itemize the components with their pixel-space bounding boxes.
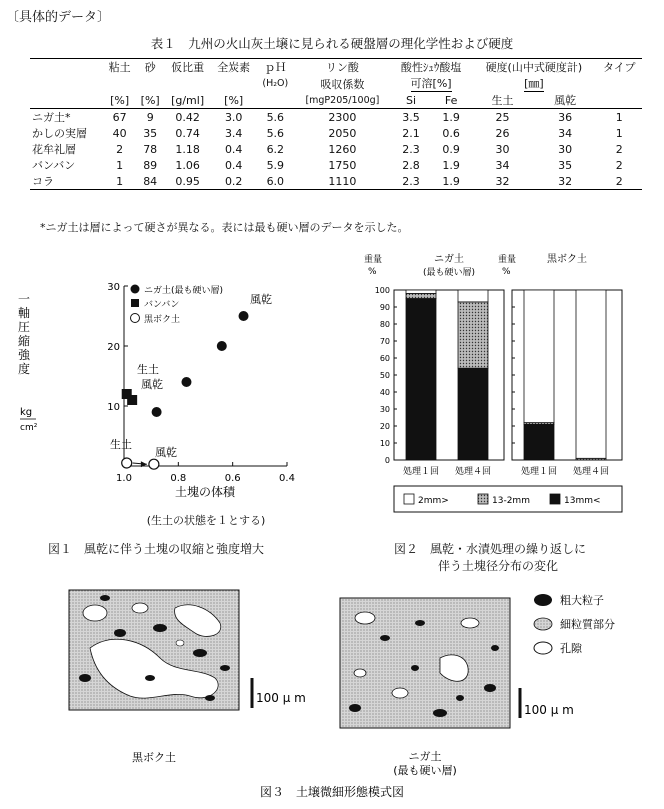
cell: 1260 <box>328 142 357 156</box>
fig1-x-tick-label: 0.4 <box>279 473 295 484</box>
cell: 1.06 <box>175 158 200 172</box>
cell: 1.9 <box>442 110 460 124</box>
fig2-y-tick-label: 60 <box>379 354 390 363</box>
cell: 2 <box>615 142 623 156</box>
fig2-category-label: 処理１回 <box>402 467 440 477</box>
header-oxalate-2: 可溶[%] <box>410 77 452 90</box>
table-row <box>30 125 642 141</box>
cell: 2 <box>116 142 124 156</box>
fig1-y-tick-label: 30 <box>107 282 120 293</box>
fig1-y-tick-label: 10 <box>107 402 120 413</box>
fig1-x-tick-label: 0.8 <box>170 473 187 484</box>
section-label: 〔具体的データ〕 <box>6 10 111 25</box>
cell: 1 <box>116 174 124 188</box>
cell: 2.8 <box>402 158 420 172</box>
fig2-y-tick-label: 90 <box>379 303 390 312</box>
fig2-ylabel: 重量 <box>364 255 383 265</box>
cell: 6.2 <box>266 142 285 156</box>
fig3-left-panel <box>69 590 239 710</box>
fig1-point-kuroboku <box>122 458 132 468</box>
cell: 26 <box>495 126 510 140</box>
fig1-point-nigatsuchi <box>152 407 162 417</box>
fig2-caption-2: 伴う土塊径分布の変化 <box>438 559 559 573</box>
fig1-legend-swatch <box>131 299 139 307</box>
legend-coarse-particle: 粗大粒子 <box>560 594 604 607</box>
fig1-xlabel-sub: (生土の状態を１とする) <box>146 514 266 527</box>
fig1-point-kuroboku <box>149 459 159 469</box>
fig1-point-nigatsuchi <box>181 377 191 387</box>
cell: 5.6 <box>266 126 285 140</box>
header-clay: 粘土 <box>108 61 131 74</box>
header-oxalate-1: 酸性ｼｭｳ酸塩 <box>400 61 462 74</box>
fig1-ylabel-char: 縮 <box>18 334 31 348</box>
cell: 5.6 <box>266 110 285 124</box>
fig1-x-tick-label: 1.0 <box>116 473 132 484</box>
fig2-bar-segment <box>406 299 436 461</box>
fig1-ylabel-vertical <box>18 292 31 376</box>
cell: 1 <box>116 158 124 172</box>
unit-bulk: [g/ml] <box>171 93 205 107</box>
legend-fine-swatch <box>534 618 552 630</box>
row-name: かしの実層 <box>32 127 87 140</box>
fig3-schematic <box>0 578 664 809</box>
fig1-annotation: 風乾 <box>155 446 177 459</box>
fig1-caption: 図１ 風乾に伴う土塊の収縮と強度増大 <box>48 542 265 556</box>
table-row <box>30 157 642 173</box>
legend-pore-swatch <box>534 642 552 654</box>
cell: 6.0 <box>266 174 285 188</box>
fig1-y-tick-label: 20 <box>107 342 120 353</box>
fig2-y-tick-label: 70 <box>379 337 390 346</box>
fig2-y-tick-label: 100 <box>374 286 390 295</box>
fig1-plot <box>107 282 295 484</box>
fig1-legend-swatch <box>131 314 140 323</box>
cell: 32 <box>558 174 573 188</box>
cell: 3.0 <box>224 110 243 124</box>
cell: 35 <box>558 158 573 172</box>
unit-clay: [%] <box>110 93 130 107</box>
fig3-scale-label-left: 100 μ m <box>256 691 306 705</box>
cell: 1.9 <box>442 174 460 188</box>
fig2-ylabel-unit: % <box>368 267 377 277</box>
fig1-ylabel-unit-den: cm² <box>20 423 38 433</box>
unit-raw: 生土 <box>491 94 514 107</box>
header-hardness-unit: [㎜] <box>524 77 544 90</box>
cell: 1110 <box>328 174 357 188</box>
cell: 34 <box>495 158 510 172</box>
table-row <box>30 109 642 125</box>
cell: 5.9 <box>266 158 285 172</box>
legend-coarse-particle-swatch <box>534 594 552 606</box>
row-name: バンバン <box>32 159 76 172</box>
cell: 1 <box>615 126 623 140</box>
fig1-legend-label: バンバン <box>144 300 180 310</box>
fig2-caption-1: 図２ 風乾・水漬処理の繰り返しに <box>394 542 587 556</box>
cell: 1750 <box>328 158 357 172</box>
table-row <box>30 173 642 190</box>
fig2-y-tick-label: 0 <box>384 456 390 465</box>
cell: 36 <box>558 110 573 124</box>
fig2-legend-label: 13-2mm <box>492 496 530 506</box>
fig2-bar-segment <box>458 290 488 302</box>
cell: 0.6 <box>442 126 460 140</box>
table-units-row <box>30 92 642 109</box>
fig1-annotation: 生土 <box>137 363 159 376</box>
fig2-plot <box>364 252 622 512</box>
fig2-category-label: 処理１回 <box>520 467 558 477</box>
fig2-legend-swatch <box>478 494 488 504</box>
fig1-legend-swatch <box>131 285 140 294</box>
cell: 0.4 <box>224 142 243 156</box>
fig1-legend-label: 黒ボク土 <box>144 315 181 325</box>
header-bulk-density: 仮比重 <box>171 61 205 74</box>
fig3-right-panel <box>340 598 510 728</box>
cell: 40 <box>112 126 127 140</box>
cell: 2300 <box>328 110 357 124</box>
unit-sand: [%] <box>140 93 160 107</box>
fig2-bar-segment <box>524 290 554 423</box>
fig1-annotation: 風乾 <box>141 378 163 391</box>
table-note: *ニガ土は層によって硬さが異なる。表には最も硬い層のデータを示した。 <box>40 221 409 234</box>
unit-fe: Fe <box>444 93 458 107</box>
header-p-absorption-2: 吸収係数 <box>320 77 365 91</box>
fig1-xlabel: 土塊の体積 <box>174 485 236 499</box>
fig2-charts <box>360 248 660 548</box>
fig1-ylabel-char: 軸 <box>18 306 31 320</box>
fig2-legend-label: 2mm> <box>418 496 449 506</box>
fig2-legend-swatch <box>404 494 414 504</box>
cell: 2 <box>615 158 623 172</box>
cell: 2.3 <box>402 142 420 156</box>
fig1-x-tick-label: 0.6 <box>224 473 241 484</box>
fig1-ylabel-unit-num: kg <box>20 407 33 418</box>
cell: 89 <box>143 158 158 172</box>
fig3-legend <box>534 593 615 655</box>
fig1-scatter <box>0 268 320 500</box>
cell: 0.95 <box>175 174 200 188</box>
fig2-bar-segment <box>458 302 488 368</box>
cell: 25 <box>495 110 510 124</box>
fig2-bar-segment <box>406 293 436 298</box>
row-name: ニガ土* <box>32 111 71 124</box>
cell: 30 <box>558 142 573 156</box>
fig2-bar-segment <box>524 424 554 460</box>
cell: 9 <box>146 110 154 124</box>
fig1-legend <box>131 284 224 325</box>
row-name: コラ <box>32 175 54 188</box>
fig2-y-tick-label: 10 <box>379 439 390 448</box>
unit-p: [mgP205/100g] <box>305 94 380 106</box>
fig3-left-label: 黒ボク土 <box>132 751 176 764</box>
unit-dry: 風乾 <box>554 94 577 107</box>
fig3-right-label-2: (最も硬い層) <box>393 764 457 777</box>
fig1-ylabel-char: 強 <box>18 348 31 362</box>
cell: 30 <box>495 142 510 156</box>
fig1-point-nigatsuchi <box>217 341 227 351</box>
fig3-caption: 図３ 土壌微細形態模式図 <box>259 785 405 799</box>
fig2-ylabel-unit-right: % <box>502 267 511 277</box>
fig2-ylabel-right: 重量 <box>498 255 517 265</box>
fig1-ylabel-char: 一 <box>18 292 31 306</box>
cell: 3.4 <box>224 126 243 140</box>
legend-pore: 孔隙 <box>560 642 582 655</box>
cell: 84 <box>143 174 158 188</box>
cell: 0.2 <box>224 174 243 188</box>
cell: 1.9 <box>442 158 460 172</box>
fig1-ylabel-char: 度 <box>18 362 31 376</box>
table-row <box>30 141 642 157</box>
fig2-bar-segment <box>406 290 436 293</box>
cell: 35 <box>143 126 158 140</box>
fig2-y-tick-label: 80 <box>379 320 390 329</box>
fig2-subtitle: (最も硬い層) <box>422 268 476 278</box>
fig2-title: ニガ土 <box>434 254 464 265</box>
fig2-y-tick-label: 40 <box>379 388 390 397</box>
cell: 0.74 <box>175 126 200 140</box>
unit-si: Si <box>405 93 417 107</box>
fig3-scale-label-right: 100 μ m <box>524 703 574 717</box>
cell: 1.18 <box>175 142 200 156</box>
cell: 2050 <box>328 126 357 140</box>
cell: 32 <box>495 174 510 188</box>
fig2-y-tick-label: 20 <box>379 422 390 431</box>
fig2-category-label: 処理４回 <box>572 467 610 477</box>
fig1-point-nigatsuchi <box>239 311 249 321</box>
fig2-title: 黒ボク土 <box>547 254 587 265</box>
cell: 2 <box>615 174 623 188</box>
fig2-legend-swatch <box>550 494 560 504</box>
fig1-annotation: 生土 <box>110 438 132 451</box>
cell: 67 <box>112 110 127 124</box>
cell: 2.1 <box>402 126 420 140</box>
fig2-y-tick-label: 30 <box>379 405 390 414</box>
cell: 0.4 <box>224 158 243 172</box>
cell: 34 <box>558 126 573 140</box>
cell: 1 <box>615 110 623 124</box>
cell: 2.3 <box>402 174 420 188</box>
header-hardness-1: 硬度(山中式硬度計) <box>485 61 583 74</box>
header-ph: ｐＨ <box>264 61 287 74</box>
cell: 78 <box>143 142 158 156</box>
property-table <box>30 58 642 190</box>
cell: 0.9 <box>442 142 460 156</box>
fig2-bar-segment <box>458 368 488 460</box>
cell: 0.42 <box>175 110 200 124</box>
legend-fine: 細粒質部分 <box>560 618 615 631</box>
fig1-legend-label: ニガ土(最も硬い層) <box>144 286 224 296</box>
row-name: 花牟礼層 <box>32 143 76 156</box>
fig2-bar-segment <box>576 290 606 458</box>
fig3-right-label-1: ニガ土 <box>408 750 442 763</box>
header-total-carbon: 全炭素 <box>217 61 251 74</box>
fig1-ylabel-char: 圧 <box>18 320 31 334</box>
fig2-legend-label: 13mm< <box>564 496 601 506</box>
unit-carbon: [%] <box>224 93 244 107</box>
table-header-row <box>30 59 642 75</box>
cell: 3.5 <box>402 110 420 124</box>
fig2-y-tick-label: 50 <box>379 371 390 380</box>
header-sand: 砂 <box>144 61 156 74</box>
table1-caption: 表１ 九州の火山灰土壌に見られる硬盤層の理化学性および硬度 <box>150 36 514 51</box>
fig1-annotation: 風乾 <box>250 293 272 306</box>
fig2-legend <box>394 486 622 512</box>
header-type: タイプ <box>603 61 636 74</box>
fig1-point-banban <box>127 395 137 405</box>
header-ph-sub: (H₂O) <box>262 78 289 89</box>
fig2-category-label: 処理４回 <box>454 467 492 477</box>
header-p-absorption-1: リン酸 <box>325 61 359 74</box>
